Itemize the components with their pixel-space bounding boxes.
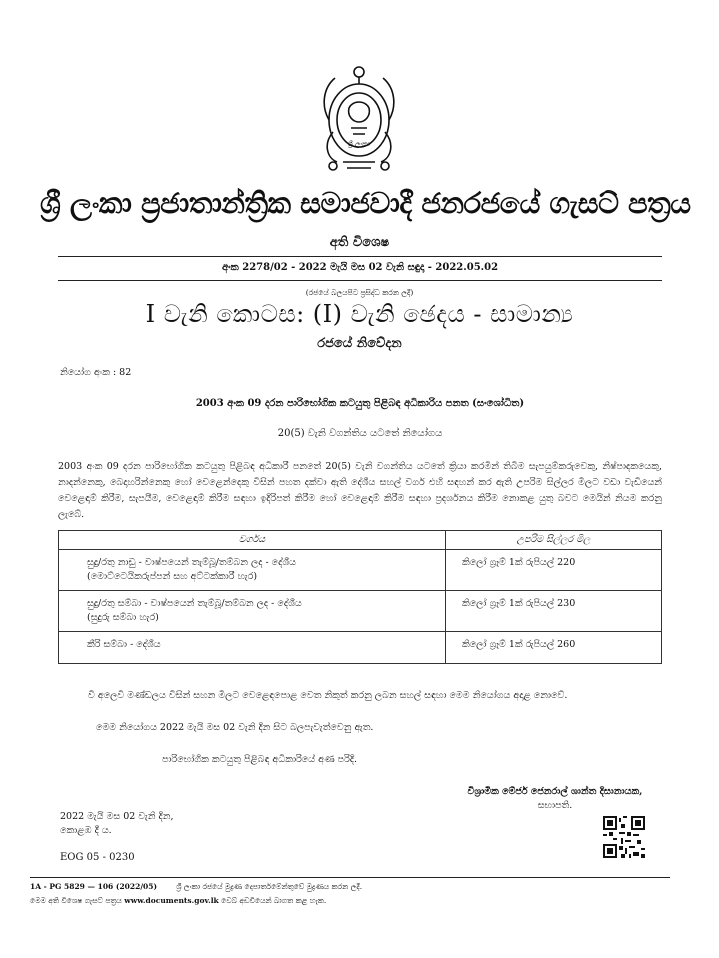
table-header-row <box>59 531 662 550</box>
part-heading: I වැනි කොටස: (I) වැනි ඡෙදය - සාමාන්‍ය <box>145 300 574 328</box>
column-header-type: වර්ගය <box>59 531 446 550</box>
gazette-title: ශ්‍රී ලංකා ප්‍රජාතාන්ත්‍රික සමාජවාදී ජනරජයේ ගැසට් පත්‍රය <box>40 186 691 220</box>
table-row <box>59 632 662 664</box>
footer-divider <box>30 877 670 878</box>
order-authority-note: පාරිභෝගික කටයුතු පිළිබඳ අධිකාරියේ අණ පරිදි. <box>162 754 358 765</box>
qr-code-icon <box>603 816 645 858</box>
max-price-cell: කිලෝ ග්‍රෑම් 1ක් රුපියල් 260 <box>446 632 662 664</box>
rice-type-cell: කීරි සම්බා - දේශීය <box>59 632 446 664</box>
authority-line: (රජයේ බලයපිට ප්‍රසිද්ධ කරන ලදී) <box>305 288 414 297</box>
effective-date-note: මෙම නියෝගය 2022 මැයි මස 02 වැනි දින සිට බලපැවැත්වෙනු ඇත. <box>96 722 374 733</box>
table-row <box>59 550 662 591</box>
max-price-cell: කිලෝ ග්‍රෑම් 1ක් රුපියල් 220 <box>446 550 662 591</box>
exemption-note: වී අලෙවි මණ්ඩලය විසින් සහන මිලට වෙළෙඳපොළ වෙත නිකුත් කරනු ලබන සහල් සඳහා මෙම නියෝගය අදාළ නොවේ. <box>88 690 568 701</box>
footer-online-line <box>30 896 326 906</box>
online-suffix: වෙබ් අඩවියෙන් බාගත කළ හැක. <box>221 896 327 905</box>
eog-code: EOG 05 - 0230 <box>60 852 135 863</box>
signatory-title: සභාපති. <box>537 800 573 811</box>
signature-block <box>440 785 670 813</box>
price-table <box>58 530 662 664</box>
table-row <box>59 591 662 632</box>
divider-top <box>58 256 662 257</box>
online-prefix: මෙම අති විශෙෂ ගැසට් පත්‍රය <box>30 896 122 905</box>
date-place <box>60 810 173 838</box>
notifications-heading: රජයේ නිවේදන <box>317 336 402 351</box>
max-price-cell: කිලෝ ග්‍රෑම් 1ක් රුපියල් 230 <box>446 591 662 632</box>
divider-bottom <box>58 280 662 281</box>
issue-line: අංක 2278/02 - 2022 මැයි මස 02 වැනි සඳුදා - 2022.05.02 <box>221 262 499 273</box>
column-header-price: උපරිම සිල්ලර මිල <box>446 531 662 550</box>
date-line: 2022 මැයි මස 02 වැනි දින, <box>60 811 174 822</box>
signatory-name: විශ්‍රාමික මේජර් ජෙනරාල් ශාන්ත දිසානායක, <box>467 786 643 797</box>
rice-type-cell: සුදු/රතු නාඩු - වාෂ්පයෙන් තැම්බූ/තම්බන ලද - දේශීය (මොට්ටෙයිකරුප්පන් සහ අට්ටක්කාරී හැර) <box>59 550 446 591</box>
website-link[interactable]: www.documents.gov.lk <box>124 896 219 905</box>
order-number: නියෝග අංක : 82 <box>60 367 132 378</box>
act-title: 2003 අංක 09 දරන පාරිභෝගික කටයුතු පිළිබඳ අධිකාරිය පනත (සංශෝධිත) <box>195 398 525 409</box>
footer-print-line <box>30 882 362 892</box>
gazette-subtitle: අති විශෙෂ <box>329 235 390 250</box>
national-emblem <box>313 62 405 180</box>
place-line: කොළඹ දී ය. <box>60 825 112 836</box>
order-body-text: 2003 අංක 09 දරන පාරිභෝගික කටයුතු පිළිබඳ අධිකාරී පනතේ 20(5) වැනි වගන්තිය යටතේ ක්‍රියා කරමින් තිබීම සැපයුම්කරුවෙකු, නිෂ්පාදකයෙකු, නාදන්නෙකු, බෙදාහරින්නෙකු හෝ වෙළෙන්දෙකු විසින් පහත දක්වා ඇති දේශීය සහල් වර්ග එහි සඳහන් කර ඇති උපරිම සිල්ලර මිලට වඩා වැඩියෙන් වෙළෙඳාම් කිරීම, සැපයීම, වෙළෙඳාම් කිරීම සඳහා ඉදිරිපත් කිරීම හෝ වෙළෙඳාම් කිරීම සඳහා ප්‍රදර්ශනය කිරීම නොකළ යුතු බවට මෙයින් නියම කරනු ලැබේ. <box>58 461 662 520</box>
printer-credit: ශ්‍රී ලංකා රජයේ මුද්‍රණ දෙපාර්තමේන්තුවේ මුද්‍රණය කරන ලදී. <box>176 882 363 891</box>
emblem-text: ශ්‍රී ලංකා <box>347 140 371 148</box>
rice-type-cell: සුදු/රතු සම්බා - වාෂ්පයෙන් තැම්බූ/තම්බන ලද - දේශීය (සුදුරු සම්බා හැර) <box>59 591 446 632</box>
print-reference: 1A - PG 5829 — 106 (2022/05) <box>30 882 158 891</box>
section-reference: 20(5) වැනි වගන්තිය යටතේ නියෝගය <box>277 428 443 439</box>
